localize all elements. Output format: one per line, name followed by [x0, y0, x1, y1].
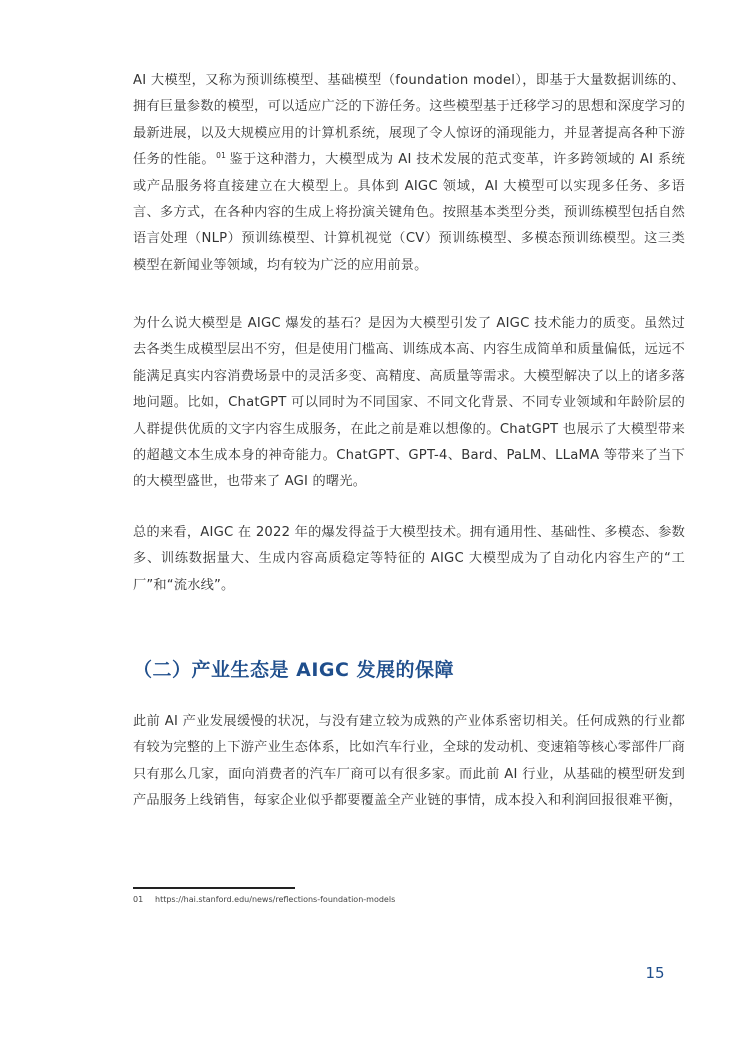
- paragraph-text: AI 大模型，又称为预训练模型、基础模型（foundation model），即基于大量数据训练的、拥有巨量参数的模型，可以适应广泛的下游任务。这些模型基于迁移学习的思想和深度学习的最新进展，以及大规模应用的计算机系统，展现了令人惊讶的涌现能力，并显著提高各种下游任务的性能。: [133, 73, 685, 168]
- paragraph-industry-ecosystem: 此前 AI 产业发展缓慢的状况，与没有建立较为成熟的产业体系密切相关。任何成熟的行业都有较为完整的上下游产业生态体系，比如汽车行业，全球的发动机、变速箱等核心零部件厂商只有那么几家，面向消费者的汽车厂商可以有很多家。而此前 AI 行业，从基础的模型研发到产品服务上线销售，每家企业似乎都要覆盖全产业链的事情，成本投入和利润回报很难平衡，: [133, 714, 685, 809]
- paragraph-text: 鉴于这种潜力，大模型成为 AI 技术发展的范式变革，许多跨领域的 AI 系统或产品服务将直接建立在大模型上。具体到 AIGC 领域，AI 大模型可以实现多任务、多语言、多方式，在各种内容的生成上将扮演关键角色。按照基本类型分类，预训练模型包括自然语言处理（NLP）预训练模型、计算机视觉（CV）预训练模型、多模态预训练模型。这三类模型在新闻业等领域，均有较为广泛的应用前景。: [133, 152, 686, 273]
- footnote-number: 01: [133, 895, 144, 904]
- footnote-reference[interactable]: 01: [216, 150, 227, 160]
- footnote-divider: [133, 887, 295, 889]
- page-number: 15: [645, 964, 665, 982]
- section-heading: （二）产业生态是 AIGC 发展的保障: [133, 659, 455, 681]
- paragraph-cornerstone: 为什么说大模型是 AIGC 爆发的基石？是因为大模型引发了 AIGC 技术能力的质变。虽然过去各类生成模型层出不穷，但是使用门槛高、训练成本高、内容生成简单和质量偏低，远远不能满足真实内容消费场景中的灵活多变、高精度、高质量等需求。大模型解决了以上的诸多落地问题。比如，ChatGPT 可以同时为不同国家、不同文化背景、不同专业领域和年龄阶层的人群提供优质的文字内容生成服务，在此之前是难以想像的。ChatGPT 也展示了大模型带来的超越文本生成本身的神奇能力。ChatGPT、GPT-4、Bard、PaLM、LLaMA 等带来了当下的大模型盛世，也带来了 AGI 的曙光。: [133, 316, 685, 490]
- paragraph-foundation-models: [133, 68, 685, 279]
- footnote: [133, 894, 693, 906]
- footnote-link[interactable]: https://hai.stanford.edu/news/reflections-foundation-models: [155, 895, 396, 904]
- paragraph-summary: 总的来看，AIGC 在 2022 年的爆发得益于大模型技术。拥有通用性、基础性、多模态、参数多、训练数据量大、生成内容高质稳定等特征的 AIGC 大模型成为了自动化内容生产的“工厂”和“流水线”。: [133, 525, 685, 593]
